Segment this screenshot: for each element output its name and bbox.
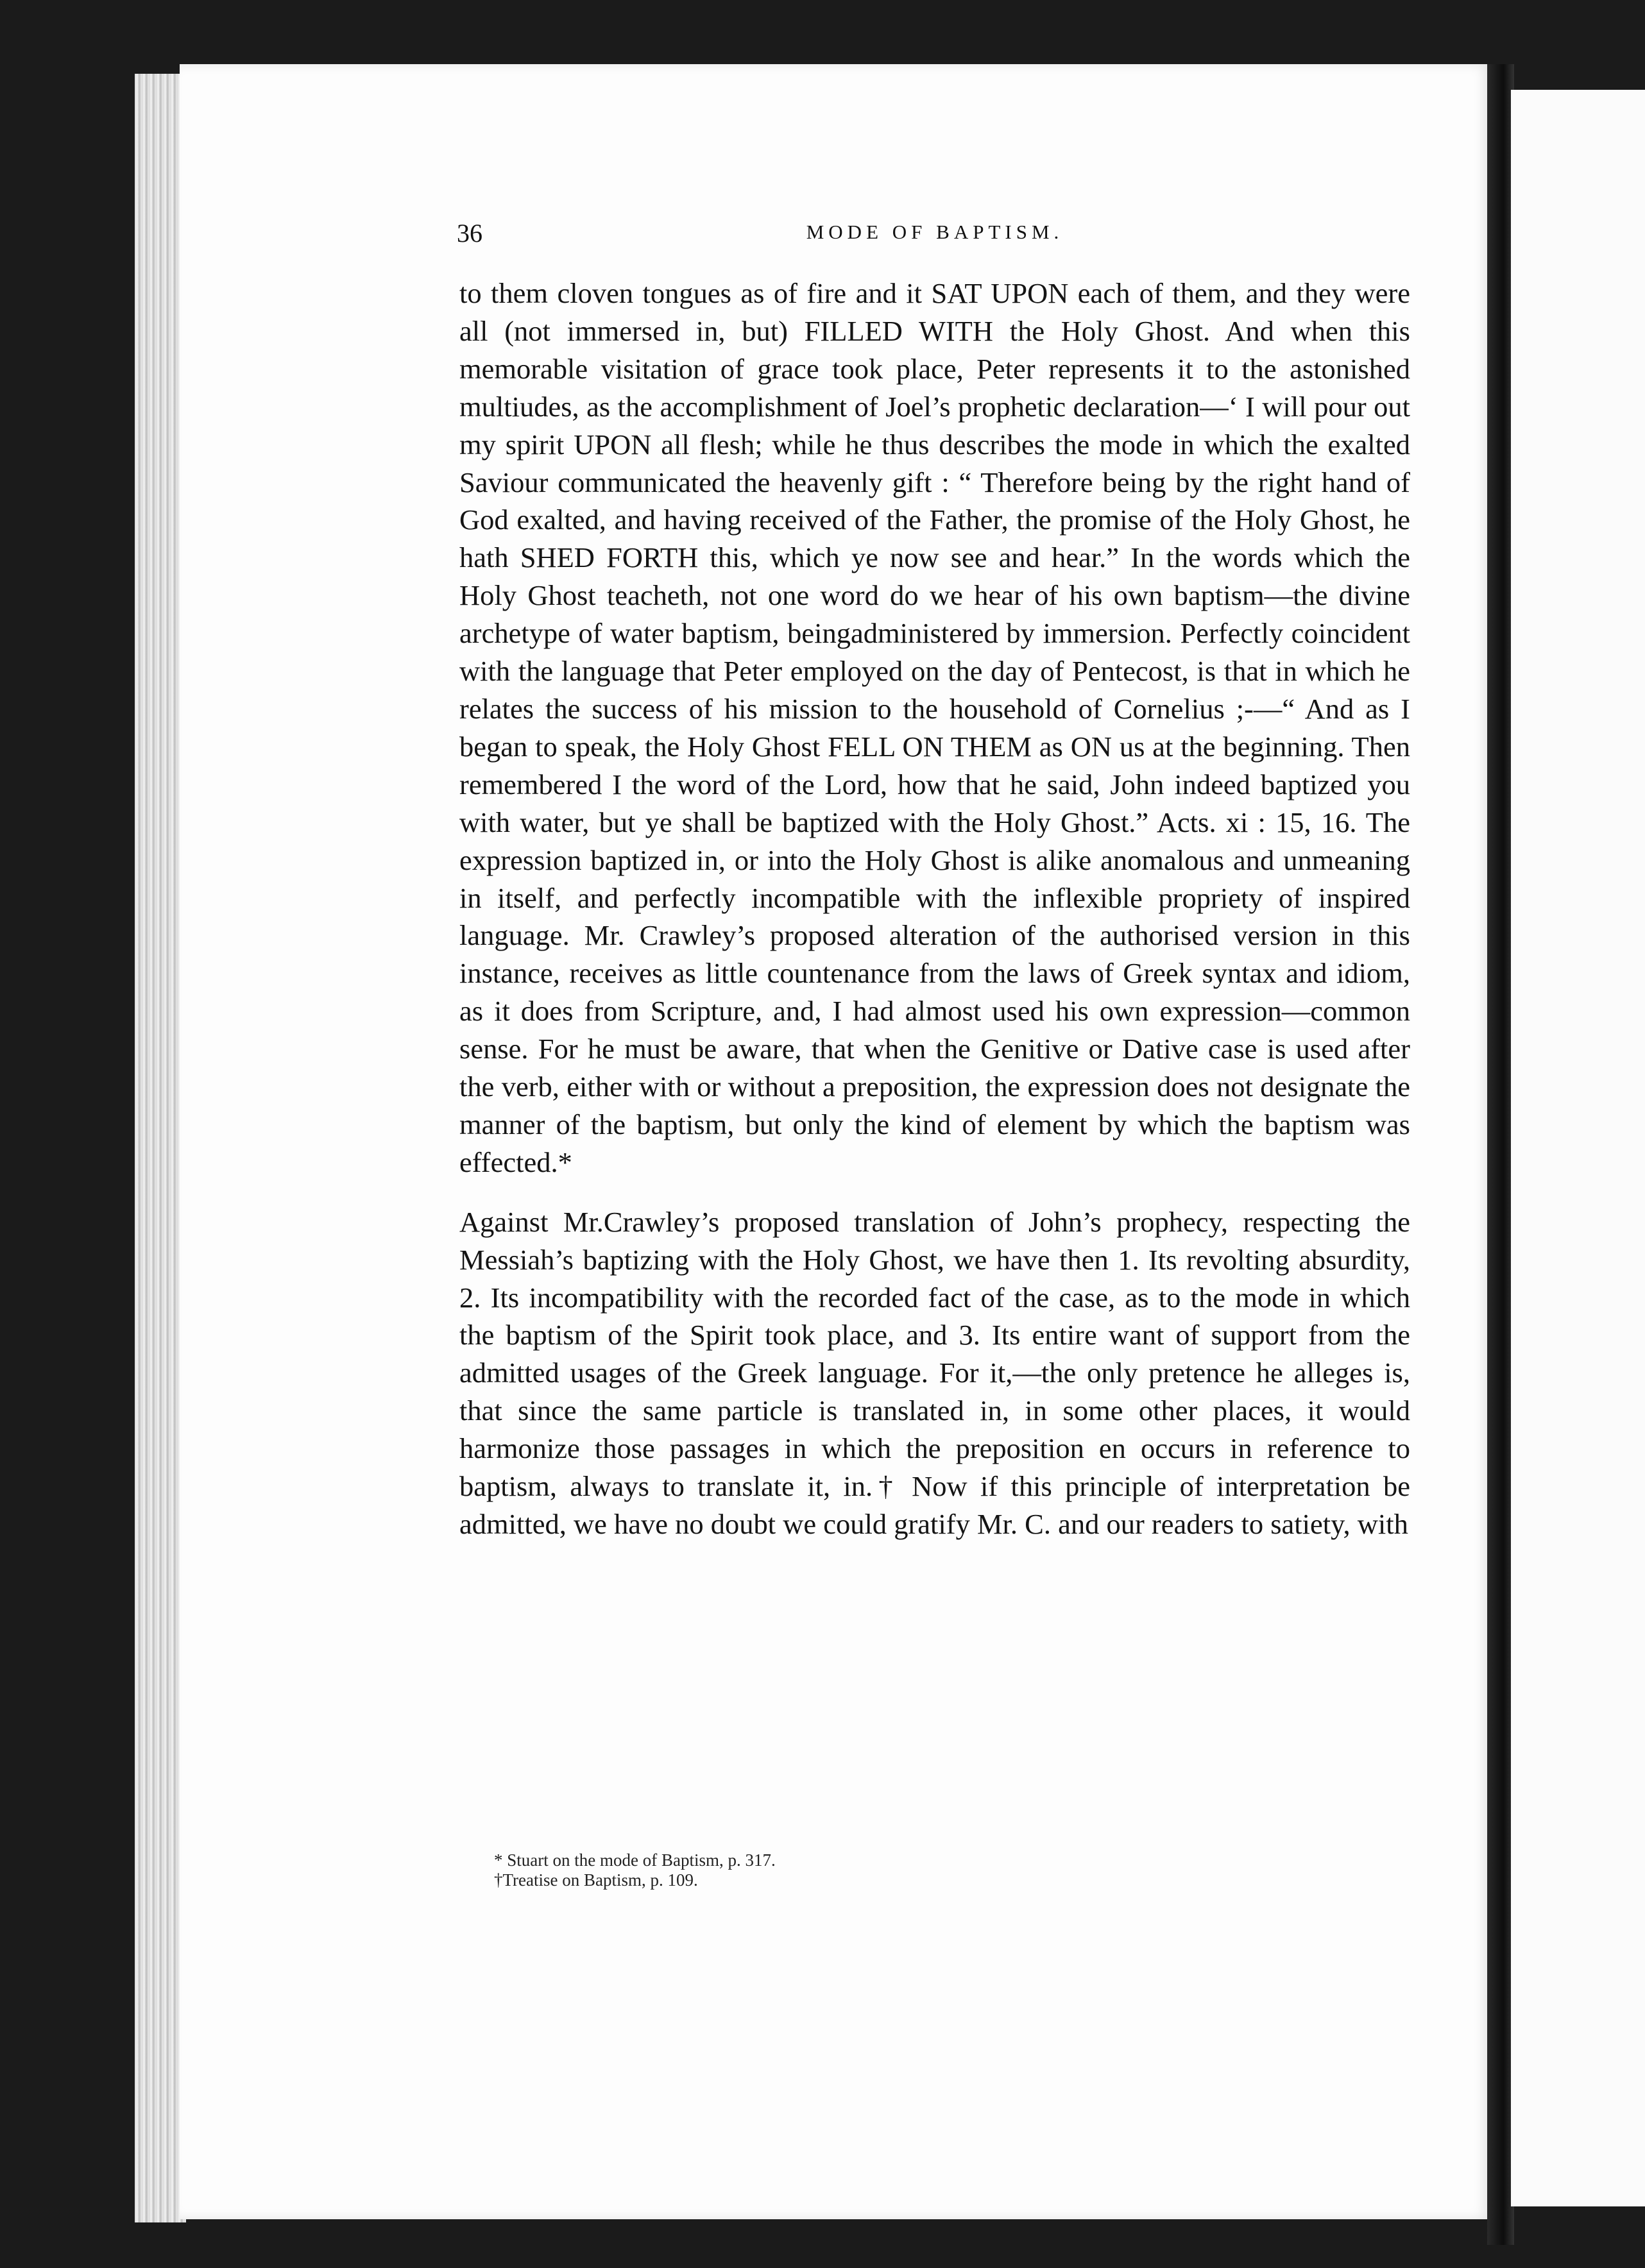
paragraph-2: Against Mr.Crawley’s proposed translation of John’s prophecy, respecting the Messiah’s baptizing with the Holy Ghost, we have then 1. Its revolting absurdity, 2. Its incompatibility with the recorded fact of the case, as to the mode in which the baptism of the Spirit took place, and 3. Its entire want of support from the admitted usages of the Greek language. For it,—the only pretence he alleges is, that since the same particle is translated in, in some other places, it would harmonize those passages in which the preposition en occurs in reference to baptism, always to translate it, in.† Now if this principle of interpretation be admitted, we have no doubt we could gratify Mr. C. and our readers to satiety, with <box>459 1205 1410 1540</box>
right-page <box>1511 90 1645 2206</box>
running-head: MODE OF BAPTISM. <box>806 221 1064 243</box>
paragraph-1: to them cloven tongues as of fire and it SAT UPON each of them, and they were all (not immersed in, but) FILLED WITH the Holy Ghost. And when this memorable visitation of grace took place, Peter represents it to the astonished multiudes, as the accomplishment of Joel’s prophetic declaration—‘ I will pour out my spirit UPON all flesh; while he thus describes the mode in which the exalted Saviour communicated the heavenly gift : “ Therefore being by the right hand of God exalted, and having received of the Father, the promise of the Holy Ghost, he hath SHED FORTH this, which ye now see and hear.” In the words which the Holy Ghost teacheth, not one word do we hear of his own baptism—the divine archetype of water baptism, beingadministered by immersion. Perfectly coincident with the language that Peter employed on the day of Pentecost, is that in which he relates the success of his mission to the household of Cornelius ;-—“ And as I began to speak, the Holy Ghost FELL ON THEM as ON us at the beginning. Then remembered I the word of the Lord, how that he said, John indeed baptized you with water, but ye shall be baptized with the Holy Ghost.” Acts. xi : 15, 16. The expression baptized in, or into the Holy Ghost is alike anomalous and unmeaning in itself, and perfectly incompatible with the inflexible propriety of inspired language. Mr. Crawley’s proposed alteration of the authorised version in this instance, receives as little countenance from the laws of Greek syntax and idiom, as it does from Scripture, and, I had almost used his own expression—common sense. For he must be aware, that when the Genitive or Dative case is used after the verb, either with or without a preposition, the expression does not designate the manner of the baptism, but only the kind of element by which the baptism was effected.* <box>459 277 1410 1178</box>
book-gutter <box>1487 64 1514 2245</box>
page-edges <box>135 74 186 2222</box>
footnote-stuart: * Stuart on the mode of Baptism, p. 317. <box>494 1850 776 1870</box>
body-text <box>459 275 1410 1543</box>
footnote-treatise: †Treatise on Baptism, p. 109. <box>494 1870 698 1890</box>
page-header <box>457 218 1413 257</box>
footnotes <box>494 1850 1007 1890</box>
page-number: 36 <box>457 219 482 248</box>
